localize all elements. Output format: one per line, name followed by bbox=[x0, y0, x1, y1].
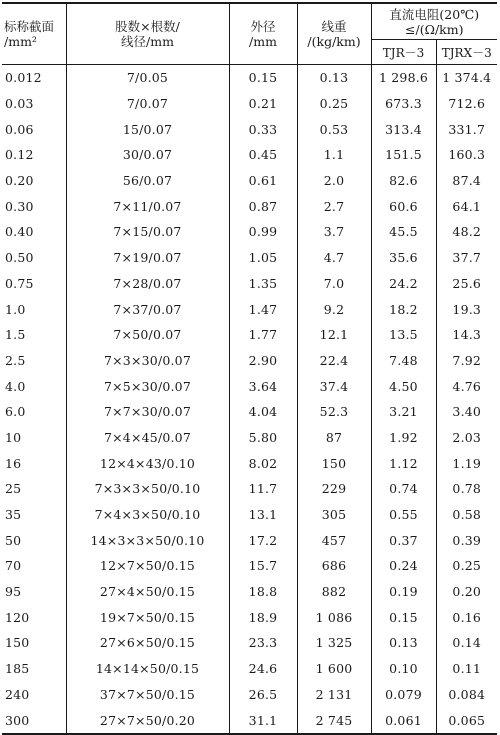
cell-area: 50 bbox=[2, 527, 66, 553]
cell-tjrx: 160.3 bbox=[448, 147, 486, 163]
cell-area: 4.0 bbox=[2, 373, 66, 399]
cell-strands: 7×50/0.07 bbox=[66, 322, 229, 348]
cell-diameter: 5.80 bbox=[229, 425, 297, 451]
header-resistance-line2: ≤/(Ω/km) bbox=[405, 21, 464, 37]
cell-diameter: 3.64 bbox=[229, 373, 297, 399]
cell-weight: 3.7 bbox=[297, 219, 371, 245]
cell-tjr: 0.55 bbox=[371, 502, 436, 528]
cell-diameter: 0.87 bbox=[229, 193, 297, 219]
cell-diameter: 0.15 bbox=[229, 65, 297, 91]
table-row bbox=[2, 604, 497, 630]
cell-tjrx: 3.40 bbox=[452, 404, 482, 420]
table-row bbox=[2, 553, 497, 579]
cell-tjrx: 87.4 bbox=[452, 173, 482, 189]
cell-area: 2.5 bbox=[2, 348, 66, 374]
cell-area: 0.75 bbox=[2, 271, 66, 297]
cell-strands: 56/0.07 bbox=[66, 168, 229, 194]
cell-strands: 7/0.07 bbox=[66, 91, 229, 117]
cell-strands: 7×11/0.07 bbox=[66, 193, 229, 219]
table-row bbox=[2, 682, 497, 708]
cell-tjrx: 0.084 bbox=[448, 686, 486, 702]
cell-tjrx: 0.58 bbox=[452, 507, 482, 523]
cell-strands: 7×28/0.07 bbox=[66, 271, 229, 297]
cell-weight: 2.0 bbox=[297, 168, 371, 194]
cell-weight: 9.2 bbox=[297, 296, 371, 322]
cell-strands: 27×7×50/0.20 bbox=[66, 707, 229, 734]
cell-strands: 27×4×50/0.15 bbox=[66, 579, 229, 605]
cell-weight: 2 131 bbox=[297, 682, 371, 708]
cell-tjr: 18.2 bbox=[371, 296, 436, 322]
cell-weight: 1.1 bbox=[297, 142, 371, 168]
cell-area: 0.012 bbox=[2, 65, 66, 91]
header-weight-line1: 线重 bbox=[321, 19, 347, 34]
cell-weight: 52.3 bbox=[297, 399, 371, 425]
header-tjr: TJR－3 bbox=[371, 40, 436, 65]
cell-tjr: 0.74 bbox=[371, 476, 436, 502]
cell-weight: 4.7 bbox=[297, 245, 371, 271]
cell-tjrx: 712.6 bbox=[448, 96, 486, 112]
cell-weight: 0.13 bbox=[297, 65, 371, 91]
table-row bbox=[2, 271, 497, 297]
cell-tjrx: 0.065 bbox=[448, 712, 486, 728]
cell-strands: 7×15/0.07 bbox=[66, 219, 229, 245]
table-row bbox=[2, 450, 497, 476]
cell-diameter: 24.6 bbox=[229, 656, 297, 682]
cell-tjr: 35.6 bbox=[371, 245, 436, 271]
cell-strands: 12×4×43/0.10 bbox=[66, 450, 229, 476]
cell-tjr: 1.92 bbox=[371, 425, 436, 451]
cell-weight: 229 bbox=[297, 476, 371, 502]
header-diameter-line2: /mm bbox=[249, 34, 277, 49]
table-row bbox=[2, 656, 497, 682]
header-resistance-line1: 直流电阻(20℃) bbox=[389, 6, 480, 22]
table-row bbox=[2, 707, 497, 734]
cell-area: 95 bbox=[2, 579, 66, 605]
cell-diameter: 13.1 bbox=[229, 502, 297, 528]
cell-area: 0.20 bbox=[2, 168, 66, 194]
table-row bbox=[2, 476, 497, 502]
cell-area: 25 bbox=[2, 476, 66, 502]
cell-tjr: 3.21 bbox=[371, 399, 436, 425]
cell-diameter: 11.7 bbox=[229, 476, 297, 502]
table-row bbox=[2, 65, 497, 91]
table-header bbox=[2, 3, 497, 65]
cell-tjr: 0.079 bbox=[371, 682, 436, 708]
table-row bbox=[2, 527, 497, 553]
cell-strands: 15/0.07 bbox=[66, 116, 229, 142]
cell-strands: 37×7×50/0.15 bbox=[66, 682, 229, 708]
header-diameter-line1: 外径 bbox=[250, 19, 276, 34]
header-tjrx: TJRX－3 bbox=[436, 40, 497, 65]
cell-strands: 27×6×50/0.15 bbox=[66, 630, 229, 656]
header-strands-line2: 线径/mm bbox=[121, 34, 174, 49]
cell-tjrx: 0.78 bbox=[452, 481, 482, 497]
cell-tjr: 673.3 bbox=[371, 91, 436, 117]
table-row bbox=[2, 348, 497, 374]
cell-tjrx: 1.19 bbox=[452, 455, 482, 471]
cell-weight: 457 bbox=[297, 527, 371, 553]
cell-diameter: 0.99 bbox=[229, 219, 297, 245]
cell-area: 0.50 bbox=[2, 245, 66, 271]
cell-area: 6.0 bbox=[2, 399, 66, 425]
cell-tjr: 1.12 bbox=[371, 450, 436, 476]
cell-tjr: 0.24 bbox=[371, 553, 436, 579]
cell-strands: 7×19/0.07 bbox=[66, 245, 229, 271]
cell-strands: 7×4×3×50/0.10 bbox=[66, 502, 229, 528]
cell-strands: 7×5×30/0.07 bbox=[66, 373, 229, 399]
cell-area: 150 bbox=[2, 630, 66, 656]
table-row bbox=[2, 322, 497, 348]
cell-weight: 1 600 bbox=[297, 656, 371, 682]
cell-tjr: 4.50 bbox=[371, 373, 436, 399]
header-strands bbox=[66, 3, 229, 65]
cell-area: 16 bbox=[2, 450, 66, 476]
cell-tjr: 7.48 bbox=[371, 348, 436, 374]
cell-diameter: 4.04 bbox=[229, 399, 297, 425]
cell-strands: 7×3×3×50/0.10 bbox=[66, 476, 229, 502]
cell-tjr: 0.15 bbox=[371, 604, 436, 630]
cell-tjr: 82.6 bbox=[371, 168, 436, 194]
header-diameter bbox=[229, 3, 297, 65]
cell-strands: 7×4×45/0.07 bbox=[66, 425, 229, 451]
cell-diameter: 1.77 bbox=[229, 322, 297, 348]
cell-tjrx: 14.3 bbox=[452, 327, 482, 343]
cell-tjr: 0.10 bbox=[371, 656, 436, 682]
cell-weight: 0.25 bbox=[297, 91, 371, 117]
cell-diameter: 1.35 bbox=[229, 271, 297, 297]
cell-area: 70 bbox=[2, 553, 66, 579]
cell-tjr: 0.37 bbox=[371, 527, 436, 553]
cell-tjrx: 25.6 bbox=[452, 275, 482, 291]
cell-tjrx: 0.16 bbox=[452, 609, 482, 625]
header-area-line2: /mm² bbox=[4, 34, 37, 49]
cell-tjrx: 37.7 bbox=[452, 250, 482, 266]
table-row bbox=[2, 142, 497, 168]
cell-tjrx: 331.7 bbox=[448, 121, 486, 137]
cell-diameter: 18.8 bbox=[229, 579, 297, 605]
cell-tjrx: 7.92 bbox=[452, 352, 482, 368]
cell-diameter: 26.5 bbox=[229, 682, 297, 708]
cell-tjr: 1 298.6 bbox=[371, 65, 436, 91]
cell-diameter: 17.2 bbox=[229, 527, 297, 553]
header-weight bbox=[297, 3, 371, 65]
cell-area: 300 bbox=[2, 707, 66, 734]
cell-weight: 1 086 bbox=[297, 604, 371, 630]
cell-tjrx: 19.3 bbox=[452, 301, 482, 317]
cell-tjr: 13.5 bbox=[371, 322, 436, 348]
cell-tjr: 45.5 bbox=[371, 219, 436, 245]
cell-diameter: 23.3 bbox=[229, 630, 297, 656]
cell-diameter: 15.7 bbox=[229, 553, 297, 579]
header-area-line1: 标称截面 bbox=[4, 19, 55, 34]
cell-strands: 7×3×30/0.07 bbox=[66, 348, 229, 374]
cell-area: 1.5 bbox=[2, 322, 66, 348]
cell-area: 1.0 bbox=[2, 296, 66, 322]
table-row bbox=[2, 91, 497, 117]
table-row bbox=[2, 116, 497, 142]
table-row bbox=[2, 399, 497, 425]
cell-weight: 37.4 bbox=[297, 373, 371, 399]
cell-diameter: 0.33 bbox=[229, 116, 297, 142]
cell-weight: 22.4 bbox=[297, 348, 371, 374]
cell-tjr: 0.13 bbox=[371, 630, 436, 656]
cell-tjrx: 0.20 bbox=[452, 584, 482, 600]
cell-tjrx: 0.11 bbox=[452, 661, 482, 677]
table-row bbox=[2, 296, 497, 322]
cell-tjr: 0.061 bbox=[371, 707, 436, 734]
cell-strands: 12×7×50/0.15 bbox=[66, 553, 229, 579]
cell-area: 0.12 bbox=[2, 142, 66, 168]
cell-strands: 30/0.07 bbox=[66, 142, 229, 168]
cell-tjrx: 1 374.4 bbox=[442, 70, 492, 86]
cell-tjr: 151.5 bbox=[371, 142, 436, 168]
cell-weight: 0.53 bbox=[297, 116, 371, 142]
cell-tjrx: 0.14 bbox=[452, 635, 482, 651]
cell-weight: 12.1 bbox=[297, 322, 371, 348]
table-row bbox=[2, 193, 497, 219]
cell-diameter: 31.1 bbox=[229, 707, 297, 734]
cell-strands: 7×7×30/0.07 bbox=[66, 399, 229, 425]
cell-weight: 2.7 bbox=[297, 193, 371, 219]
cell-strands: 14×14×50/0.15 bbox=[66, 656, 229, 682]
cell-area: 0.06 bbox=[2, 116, 66, 142]
cell-tjr: 0.19 bbox=[371, 579, 436, 605]
table-row bbox=[2, 579, 497, 605]
header-resistance bbox=[371, 3, 497, 40]
cell-weight: 2 745 bbox=[297, 707, 371, 734]
cell-weight: 150 bbox=[297, 450, 371, 476]
cell-tjrx: 48.2 bbox=[452, 224, 482, 240]
cell-tjr: 313.4 bbox=[371, 116, 436, 142]
cell-tjrx: 0.39 bbox=[452, 532, 482, 548]
table-row bbox=[2, 219, 497, 245]
cell-tjrx: 4.76 bbox=[452, 378, 482, 394]
cell-weight: 305 bbox=[297, 502, 371, 528]
cell-diameter: 0.45 bbox=[229, 142, 297, 168]
cell-strands: 7×37/0.07 bbox=[66, 296, 229, 322]
table-row bbox=[2, 373, 497, 399]
cell-area: 35 bbox=[2, 502, 66, 528]
cell-area: 10 bbox=[2, 425, 66, 451]
table-row bbox=[2, 245, 497, 271]
cell-weight: 882 bbox=[297, 579, 371, 605]
cell-diameter: 18.9 bbox=[229, 604, 297, 630]
header-weight-line2: /(kg/km) bbox=[307, 34, 361, 49]
cell-tjr: 60.6 bbox=[371, 193, 436, 219]
cell-diameter: 0.21 bbox=[229, 91, 297, 117]
cell-diameter: 2.90 bbox=[229, 348, 297, 374]
cell-area: 240 bbox=[2, 682, 66, 708]
header-area bbox=[2, 3, 66, 65]
table-row bbox=[2, 425, 497, 451]
cell-strands: 14×3×3×50/0.10 bbox=[66, 527, 229, 553]
table-row bbox=[2, 630, 497, 656]
cable-spec-table bbox=[2, 2, 497, 735]
header-strands-line1: 股数×根数/ bbox=[115, 19, 180, 34]
cell-weight: 87 bbox=[297, 425, 371, 451]
cell-area: 0.40 bbox=[2, 219, 66, 245]
cell-diameter: 8.02 bbox=[229, 450, 297, 476]
table-row bbox=[2, 168, 497, 194]
cell-weight: 1 325 bbox=[297, 630, 371, 656]
cell-area: 185 bbox=[2, 656, 66, 682]
table-body bbox=[2, 65, 497, 734]
cell-tjrx: 0.25 bbox=[452, 558, 482, 574]
cell-strands: 19×7×50/0.15 bbox=[66, 604, 229, 630]
table-row bbox=[2, 502, 497, 528]
cell-strands: 7/0.05 bbox=[66, 65, 229, 91]
cell-diameter: 0.61 bbox=[229, 168, 297, 194]
cell-weight: 686 bbox=[297, 553, 371, 579]
cell-tjr: 24.2 bbox=[371, 271, 436, 297]
cell-diameter: 1.05 bbox=[229, 245, 297, 271]
cell-weight: 7.0 bbox=[297, 271, 371, 297]
cell-area: 120 bbox=[2, 604, 66, 630]
cell-tjrx: 64.1 bbox=[452, 198, 482, 214]
cell-tjrx: 2.03 bbox=[452, 429, 482, 445]
cell-area: 0.30 bbox=[2, 193, 66, 219]
cell-area: 0.03 bbox=[2, 91, 66, 117]
cell-diameter: 1.47 bbox=[229, 296, 297, 322]
